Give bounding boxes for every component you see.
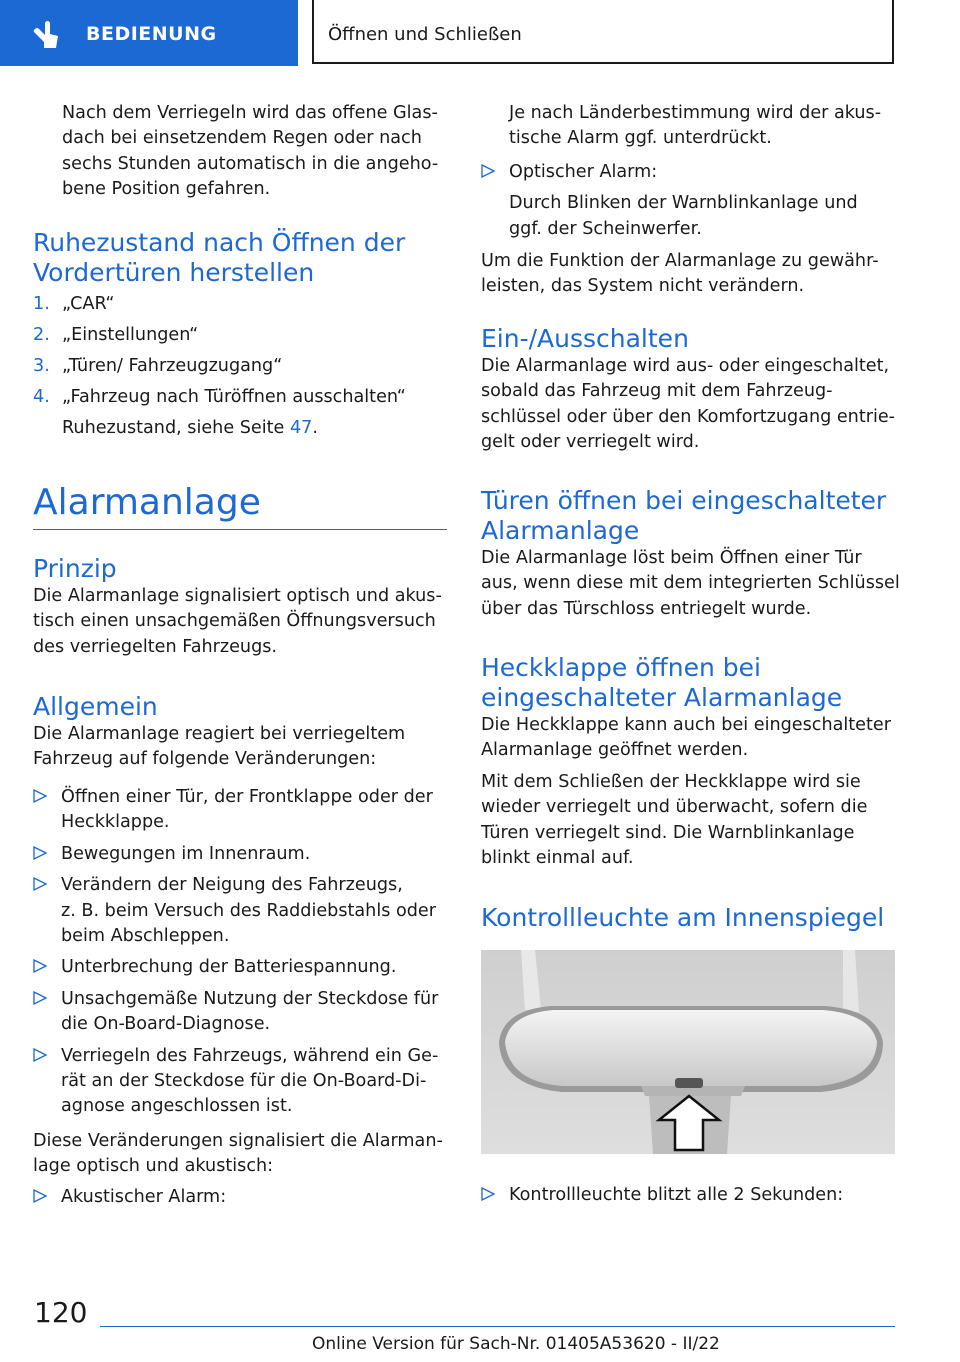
list-item <box>33 323 447 348</box>
bullet-text: Verriegeln des Fahrzeugs, während ein Ge- <box>61 1045 439 1066</box>
text-line: dach bei einsetzendem Regen oder nach <box>62 128 422 149</box>
indicator-heading <box>481 903 884 933</box>
bullet-text: beim Abschleppen. <box>61 926 230 947</box>
optical-item <box>481 160 895 242</box>
step-text: „Türen/ Fahrzeugzugang“ <box>62 355 283 376</box>
text-line: des verriegelten Fahrzeugs. <box>33 636 278 657</box>
list-item <box>33 785 447 836</box>
step-number: 4. <box>33 386 50 407</box>
title-rule <box>33 529 447 530</box>
title-text: Alarmanlage <box>33 482 261 523</box>
list-item <box>33 955 447 980</box>
text-line: Die Alarmanlage signalisiert optisch und akus- <box>33 586 442 606</box>
steps-list <box>33 292 447 441</box>
page-number: 120 <box>34 1296 88 1329</box>
bullet-text: Öffnen einer Tür, der Frontklappe oder der <box>61 787 433 807</box>
bullet-text: Kontrollleuchte blitzt alle 2 Sekunden: <box>509 1185 844 1205</box>
text-line: Je nach Länderbestimmung wird der akus- <box>509 103 882 123</box>
indicator-item <box>481 1183 895 1208</box>
bullet-text: Optischer Alarm: <box>509 162 658 182</box>
list-item <box>33 292 447 317</box>
triangle-bullet-icon <box>33 846 47 860</box>
text-line: schlüssel oder über den Komfortzugang entrie- <box>481 406 896 427</box>
footer-rule <box>100 1326 895 1327</box>
principle-section <box>33 554 447 660</box>
intro-paragraph <box>62 101 438 203</box>
triangle-bullet-icon <box>33 991 47 1005</box>
text-line: aus, wenn diese mit dem integrierten Schlüssel <box>481 573 900 594</box>
text-line: über das Türschloss entriegelt wurde. <box>481 598 812 619</box>
bullet-text: Unterbrechung der Batteriespannung. <box>61 957 397 978</box>
list-item <box>33 1044 447 1120</box>
text-line: Türen verriegelt sind. Die Warnblinkanlage <box>481 822 855 843</box>
text-line: bene Position gefahren. <box>62 179 271 200</box>
rest-state-heading <box>33 228 405 288</box>
step-text: „Einstellungen“ <box>62 324 199 345</box>
text-line: Nach dem Verriegeln wird das offene Glas- <box>62 103 438 123</box>
chapter-tab <box>0 0 298 66</box>
text-line: lage optisch und akustisch: <box>33 1156 274 1177</box>
triangle-bullet-icon <box>33 877 47 891</box>
doors-heading: Alarmanlage <box>481 516 640 545</box>
general-heading: Allgemein <box>33 692 158 721</box>
tailgate-heading: eingeschalteter Alarmanlage <box>481 683 843 712</box>
triangle-bullet-icon <box>481 164 495 178</box>
step-number: 1. <box>33 294 50 314</box>
text-line: Alarmanlage geöffnet werden. <box>481 740 749 761</box>
heading-line: Vordertüren herstellen <box>33 258 315 287</box>
bullet-text: Heckklappe. <box>61 812 170 833</box>
text-line: tisch einen unsachgemäßen Öffnungsversuch <box>33 611 436 632</box>
list-item <box>33 385 447 410</box>
triangle-bullet-icon <box>33 789 47 803</box>
text-line: Mit dem Schließen der Heckklappe wird sie <box>481 771 861 792</box>
bullet-text: Akustischer Alarm: <box>61 1187 227 1207</box>
triangle-bullet-icon <box>481 1187 495 1201</box>
step-text: „Fahrzeug nach Türöffnen ausschalten“ <box>62 386 406 407</box>
text-line: Diese Veränderungen signalisiert die Alarman- <box>33 1131 443 1151</box>
text-line: Die Alarmanlage löst beim Öffnen einer Tür <box>481 548 862 568</box>
tailgate-heading: Heckklappe öffnen bei <box>481 653 761 682</box>
acoustic-note <box>509 101 899 152</box>
triangle-bullet-icon <box>33 1189 47 1203</box>
bullet-text: Unsachgemäße Nutzung der Steckdose für <box>61 988 439 1009</box>
text-line: blinkt einmal auf. <box>481 848 634 869</box>
text-line: Die Alarmanlage reagiert bei verriegeltem <box>33 724 406 744</box>
page-title <box>33 483 261 523</box>
acoustic-item <box>33 1185 447 1210</box>
signal-paragraph <box>33 1129 447 1180</box>
doors-section <box>481 486 901 622</box>
list-item <box>33 354 447 379</box>
triangle-bullet-icon <box>33 1048 47 1062</box>
general-section <box>33 692 447 773</box>
principle-heading: Prinzip <box>33 554 117 583</box>
text-line: sechs Stunden automatisch in die angeho- <box>62 153 439 174</box>
text-line: Die Alarmanlage wird aus- oder eingeschaltet, <box>481 356 890 376</box>
bullet-text: agnose angeschlossen ist. <box>61 1096 293 1117</box>
list-item <box>33 842 447 867</box>
tailgate-section <box>481 653 901 871</box>
page-link[interactable]: 47 <box>289 417 313 438</box>
text-line: tische Alarm ggf. unterdrückt. <box>509 128 772 149</box>
chapter-label: BEDIENUNG <box>86 23 217 45</box>
text-line: Die Heckklappe kann auch bei eingeschalteter <box>481 715 891 735</box>
text-line: Um die Funktion der Alarmanlage zu gewähr- <box>481 251 879 271</box>
bullet-text: rät an der Steckdose für die On-Board-Di- <box>61 1071 427 1092</box>
onoff-heading: Ein-/Ausschalten <box>481 324 689 353</box>
text-line: ggf. der Scheinwerfer. <box>509 218 702 239</box>
note-text: Ruhezustand, siehe Seite <box>62 417 290 438</box>
footer-text: Online Version für Sach-Nr. 01405A53620 - II/22 <box>312 1334 720 1354</box>
step-number: 3. <box>33 355 50 376</box>
bullet-text: Verändern der Neigung des Fahrzeugs, <box>61 875 403 896</box>
onoff-section <box>481 324 901 456</box>
text-line: Fahrzeug auf folgende Veränderungen: <box>33 749 377 770</box>
list-item <box>33 873 447 949</box>
text-line: gelt oder verriegelt wird. <box>481 432 700 453</box>
bullet-text: z. B. beim Versuch des Raddiebstahls oder <box>61 900 436 921</box>
text-line: wieder verriegelt und überwacht, sofern die <box>481 797 868 818</box>
triangle-bullet-icon <box>33 959 47 973</box>
indicator-heading-text: Kontrollleuchte am Innenspiegel <box>481 903 885 932</box>
section-title: Öffnen und Schließen <box>328 24 522 45</box>
bullet-text: die On-Board-Diagnose. <box>61 1014 271 1035</box>
text-line: sobald das Fahrzeug mit dem Fahrzeug- <box>481 381 833 402</box>
step-text: „CAR“ <box>62 294 115 314</box>
step-note <box>33 416 447 441</box>
mirror-icon <box>481 950 895 1154</box>
list-item <box>33 987 447 1038</box>
doors-heading: Türen öffnen bei eingeschalteter <box>481 486 887 515</box>
bullet-text: Bewegungen im Innenraum. <box>61 843 311 864</box>
section-header <box>312 0 894 64</box>
heading-line: Ruhezustand nach Öffnen der <box>33 228 406 257</box>
guarantee-paragraph <box>481 249 895 300</box>
note-end: . <box>312 417 318 438</box>
change-list <box>33 785 447 1126</box>
text-line: leisten, das System nicht verändern. <box>481 276 805 297</box>
text-line: Durch Blinken der Warnblinkanlage und <box>509 193 858 214</box>
step-number: 2. <box>33 324 50 345</box>
hand-pointer-icon <box>28 18 62 52</box>
rearview-mirror-illustration <box>481 950 895 1154</box>
